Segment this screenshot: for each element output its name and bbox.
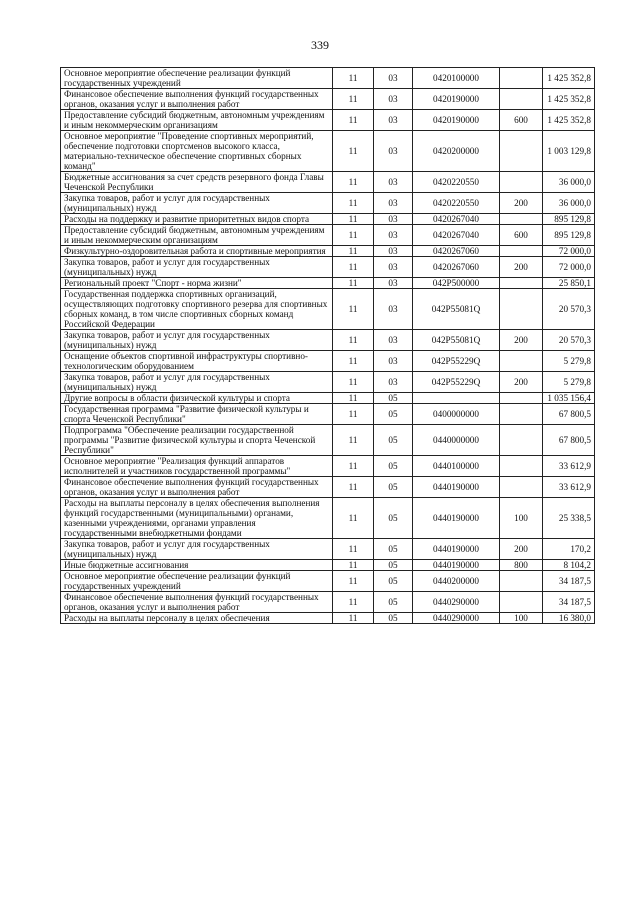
expense-type-code: 600 bbox=[500, 110, 543, 131]
target-article-code: 042P500000 bbox=[413, 278, 500, 289]
amount: 895 129,8 bbox=[543, 214, 595, 225]
target-article-code: 042P55229Q bbox=[413, 351, 500, 372]
amount: 16 380,0 bbox=[543, 613, 595, 624]
section-code: 11 bbox=[333, 498, 374, 539]
expense-name: Оснащение объектов спортивной инфраструктуры спортивно-технологическим оборудованием bbox=[61, 351, 333, 372]
table-row bbox=[61, 172, 595, 193]
target-article-code: 0420190000 bbox=[413, 89, 500, 110]
section-code: 11 bbox=[333, 257, 374, 278]
section-code: 11 bbox=[333, 225, 374, 246]
subsection-code: 03 bbox=[374, 172, 413, 193]
table-row bbox=[61, 571, 595, 592]
amount: 36 000,0 bbox=[543, 193, 595, 214]
target-article-code: 0440190000 bbox=[413, 498, 500, 539]
target-article-code: 0420267060 bbox=[413, 257, 500, 278]
expense-name: Подпрограмма "Обеспечение реализации государственной программы "Развитие физической культуры и спорта Чеченской Республики" bbox=[61, 425, 333, 456]
expense-type-code bbox=[500, 172, 543, 193]
amount: 5 279,8 bbox=[543, 351, 595, 372]
budget-table-body bbox=[61, 68, 595, 624]
subsection-code: 05 bbox=[374, 498, 413, 539]
table-row bbox=[61, 330, 595, 351]
target-article-code: 0440290000 bbox=[413, 592, 500, 613]
subsection-code: 05 bbox=[374, 539, 413, 560]
table-row bbox=[61, 110, 595, 131]
section-code: 11 bbox=[333, 330, 374, 351]
section-code: 11 bbox=[333, 425, 374, 456]
target-article-code: 0440190000 bbox=[413, 477, 500, 498]
section-code: 11 bbox=[333, 539, 374, 560]
expense-type-code: 200 bbox=[500, 257, 543, 278]
subsection-code: 03 bbox=[374, 68, 413, 89]
target-article-code: 0420220550 bbox=[413, 193, 500, 214]
expense-type-code: 800 bbox=[500, 560, 543, 571]
expense-name: Основное мероприятие "Реализация функций аппаратов исполнителей и участников государственной программы" bbox=[61, 456, 333, 477]
target-article-code: 0440290000 bbox=[413, 613, 500, 624]
table-row bbox=[61, 393, 595, 404]
expense-type-code bbox=[500, 89, 543, 110]
expense-name: Региональный проект "Спорт - норма жизни" bbox=[61, 278, 333, 289]
table-row bbox=[61, 477, 595, 498]
expense-name: Финансовое обеспечение выполнения функций государственных органов, оказания услуг и выполнения работ bbox=[61, 477, 333, 498]
section-code: 11 bbox=[333, 89, 374, 110]
table-row bbox=[61, 560, 595, 571]
subsection-code: 05 bbox=[374, 613, 413, 624]
table-row bbox=[61, 131, 595, 172]
amount: 8 104,2 bbox=[543, 560, 595, 571]
expense-name: Государственная поддержка спортивных организаций, осуществляющих подготовку спортивного резерва для спортивных сборных команд, в том числе спортивных сборных команд Российской Федерации bbox=[61, 289, 333, 330]
subsection-code: 03 bbox=[374, 193, 413, 214]
expense-type-code bbox=[500, 592, 543, 613]
target-article-code: 0420220550 bbox=[413, 172, 500, 193]
expense-name: Физкультурно-оздоровительная работа и спортивные мероприятия bbox=[61, 246, 333, 257]
expense-type-code: 200 bbox=[500, 372, 543, 393]
section-code: 11 bbox=[333, 592, 374, 613]
table-row bbox=[61, 68, 595, 89]
expense-type-code bbox=[500, 214, 543, 225]
target-article-code: 0440100000 bbox=[413, 456, 500, 477]
section-code: 11 bbox=[333, 456, 374, 477]
target-article-code: 0420267040 bbox=[413, 214, 500, 225]
amount: 1 035 156,4 bbox=[543, 393, 595, 404]
expense-name: Закупка товаров, работ и услуг для государственных (муниципальных) нужд bbox=[61, 193, 333, 214]
amount: 33 612,9 bbox=[543, 477, 595, 498]
expense-name: Другие вопросы в области физической культуры и спорта bbox=[61, 393, 333, 404]
table-row bbox=[61, 246, 595, 257]
table-row bbox=[61, 613, 595, 624]
subsection-code: 03 bbox=[374, 89, 413, 110]
expense-name: Закупка товаров, работ и услуг для государственных (муниципальных) нужд bbox=[61, 372, 333, 393]
amount: 67 800,5 bbox=[543, 404, 595, 425]
target-article-code: 0420267040 bbox=[413, 225, 500, 246]
expense-type-code: 100 bbox=[500, 498, 543, 539]
target-article-code: 0440190000 bbox=[413, 560, 500, 571]
table-row bbox=[61, 425, 595, 456]
expense-type-code bbox=[500, 571, 543, 592]
target-article-code bbox=[413, 393, 500, 404]
amount: 25 850,1 bbox=[543, 278, 595, 289]
section-code: 11 bbox=[333, 172, 374, 193]
expense-name: Расходы на выплаты персоналу в целях обеспечения bbox=[61, 613, 333, 624]
expense-name: Закупка товаров, работ и услуг для государственных (муниципальных) нужд bbox=[61, 257, 333, 278]
amount: 67 800,5 bbox=[543, 425, 595, 456]
target-article-code: 0440200000 bbox=[413, 571, 500, 592]
table-row bbox=[61, 257, 595, 278]
subsection-code: 05 bbox=[374, 477, 413, 498]
table-row bbox=[61, 351, 595, 372]
subsection-code: 05 bbox=[374, 456, 413, 477]
expense-type-code bbox=[500, 393, 543, 404]
target-article-code: 0420200000 bbox=[413, 131, 500, 172]
expense-type-code: 200 bbox=[500, 539, 543, 560]
subsection-code: 03 bbox=[374, 225, 413, 246]
expense-name: Основное мероприятие обеспечение реализации функций государственных учреждений bbox=[61, 571, 333, 592]
section-code: 11 bbox=[333, 393, 374, 404]
table-row bbox=[61, 225, 595, 246]
budget-table bbox=[60, 67, 595, 624]
table-row bbox=[61, 89, 595, 110]
expense-name: Расходы на поддержку и развитие приоритетных видов спорта bbox=[61, 214, 333, 225]
subsection-code: 03 bbox=[374, 372, 413, 393]
expense-type-code bbox=[500, 278, 543, 289]
amount: 1 425 352,8 bbox=[543, 89, 595, 110]
section-code: 11 bbox=[333, 372, 374, 393]
expense-type-code: 100 bbox=[500, 613, 543, 624]
table-row bbox=[61, 404, 595, 425]
amount: 895 129,8 bbox=[543, 225, 595, 246]
expense-type-code bbox=[500, 68, 543, 89]
section-code: 11 bbox=[333, 68, 374, 89]
expense-name: Закупка товаров, работ и услуг для государственных (муниципальных) нужд bbox=[61, 330, 333, 351]
amount: 25 338,5 bbox=[543, 498, 595, 539]
section-code: 11 bbox=[333, 193, 374, 214]
amount: 36 000,0 bbox=[543, 172, 595, 193]
subsection-code: 05 bbox=[374, 404, 413, 425]
table-row bbox=[61, 289, 595, 330]
target-article-code: 0440190000 bbox=[413, 539, 500, 560]
section-code: 11 bbox=[333, 477, 374, 498]
subsection-code: 05 bbox=[374, 571, 413, 592]
target-article-code: 0400000000 bbox=[413, 404, 500, 425]
expense-name: Закупка товаров, работ и услуг для государственных (муниципальных) нужд bbox=[61, 539, 333, 560]
target-article-code: 042P55229Q bbox=[413, 372, 500, 393]
subsection-code: 05 bbox=[374, 425, 413, 456]
target-article-code: 0420190000 bbox=[413, 110, 500, 131]
target-article-code: 042P55081Q bbox=[413, 289, 500, 330]
subsection-code: 03 bbox=[374, 278, 413, 289]
subsection-code: 03 bbox=[374, 351, 413, 372]
section-code: 11 bbox=[333, 246, 374, 257]
amount: 1 003 129,8 bbox=[543, 131, 595, 172]
table-row bbox=[61, 539, 595, 560]
section-code: 11 bbox=[333, 351, 374, 372]
table-row bbox=[61, 372, 595, 393]
amount: 72 000,0 bbox=[543, 257, 595, 278]
expense-name: Иные бюджетные ассигнования bbox=[61, 560, 333, 571]
amount: 34 187,5 bbox=[543, 571, 595, 592]
section-code: 11 bbox=[333, 404, 374, 425]
expense-name: Государственная программа "Развитие физической культуры и спорта Чеченской Республики" bbox=[61, 404, 333, 425]
amount: 20 570,3 bbox=[543, 330, 595, 351]
target-article-code: 0440000000 bbox=[413, 425, 500, 456]
expense-type-code bbox=[500, 131, 543, 172]
section-code: 11 bbox=[333, 110, 374, 131]
table-row bbox=[61, 278, 595, 289]
expense-name: Финансовое обеспечение выполнения функций государственных органов, оказания услуг и выполнения работ bbox=[61, 592, 333, 613]
section-code: 11 bbox=[333, 571, 374, 592]
subsection-code: 03 bbox=[374, 330, 413, 351]
section-code: 11 bbox=[333, 560, 374, 571]
subsection-code: 03 bbox=[374, 246, 413, 257]
expense-type-code bbox=[500, 404, 543, 425]
subsection-code: 03 bbox=[374, 131, 413, 172]
amount: 5 279,8 bbox=[543, 372, 595, 393]
subsection-code: 05 bbox=[374, 393, 413, 404]
amount: 72 000,0 bbox=[543, 246, 595, 257]
expense-type-code: 200 bbox=[500, 193, 543, 214]
expense-name: Финансовое обеспечение выполнения функций государственных органов, оказания услуг и выполнения работ bbox=[61, 89, 333, 110]
section-code: 11 bbox=[333, 278, 374, 289]
table-row bbox=[61, 592, 595, 613]
expense-type-code bbox=[500, 425, 543, 456]
amount: 34 187,5 bbox=[543, 592, 595, 613]
expense-type-code bbox=[500, 477, 543, 498]
target-article-code: 042P55081Q bbox=[413, 330, 500, 351]
section-code: 11 bbox=[333, 289, 374, 330]
expense-name: Основное мероприятие "Проведение спортивных мероприятий, обеспечение подготовки спортсменов высокого класса, материально-техническое обеспечение спортивных сборных команд" bbox=[61, 131, 333, 172]
table-row bbox=[61, 498, 595, 539]
expense-type-code: 600 bbox=[500, 225, 543, 246]
expense-type-code bbox=[500, 351, 543, 372]
amount: 20 570,3 bbox=[543, 289, 595, 330]
expense-name: Предоставление субсидий бюджетным, автономным учреждениям и иным некоммерческим организациям bbox=[61, 110, 333, 131]
amount: 1 425 352,8 bbox=[543, 110, 595, 131]
amount: 1 425 352,8 bbox=[543, 68, 595, 89]
expense-type-code bbox=[500, 456, 543, 477]
amount: 170,2 bbox=[543, 539, 595, 560]
subsection-code: 03 bbox=[374, 257, 413, 278]
expense-type-code bbox=[500, 246, 543, 257]
table-row bbox=[61, 214, 595, 225]
target-article-code: 0420267060 bbox=[413, 246, 500, 257]
section-code: 11 bbox=[333, 613, 374, 624]
expense-name: Предоставление субсидий бюджетным, автономным учреждениям и иным некоммерческим организациям bbox=[61, 225, 333, 246]
expense-name: Основное мероприятие обеспечение реализации функций государственных учреждений bbox=[61, 68, 333, 89]
target-article-code: 0420100000 bbox=[413, 68, 500, 89]
table-row bbox=[61, 193, 595, 214]
expense-type-code bbox=[500, 289, 543, 330]
subsection-code: 03 bbox=[374, 289, 413, 330]
subsection-code: 03 bbox=[374, 214, 413, 225]
section-code: 11 bbox=[333, 214, 374, 225]
amount: 33 612,9 bbox=[543, 456, 595, 477]
table-row bbox=[61, 456, 595, 477]
section-code: 11 bbox=[333, 131, 374, 172]
expense-name: Бюджетные ассигнования за счет средств резервного фонда Главы Чеченской Республики bbox=[61, 172, 333, 193]
subsection-code: 05 bbox=[374, 560, 413, 571]
subsection-code: 05 bbox=[374, 592, 413, 613]
expense-type-code: 200 bbox=[500, 330, 543, 351]
page-number: 339 bbox=[311, 38, 329, 52]
subsection-code: 03 bbox=[374, 110, 413, 131]
expense-name: Расходы на выплаты персоналу в целях обеспечения выполнения функций государственными (муниципальными) органами, казенными учреждениями, органами управления государственными внебюджетными фондами bbox=[61, 498, 333, 539]
